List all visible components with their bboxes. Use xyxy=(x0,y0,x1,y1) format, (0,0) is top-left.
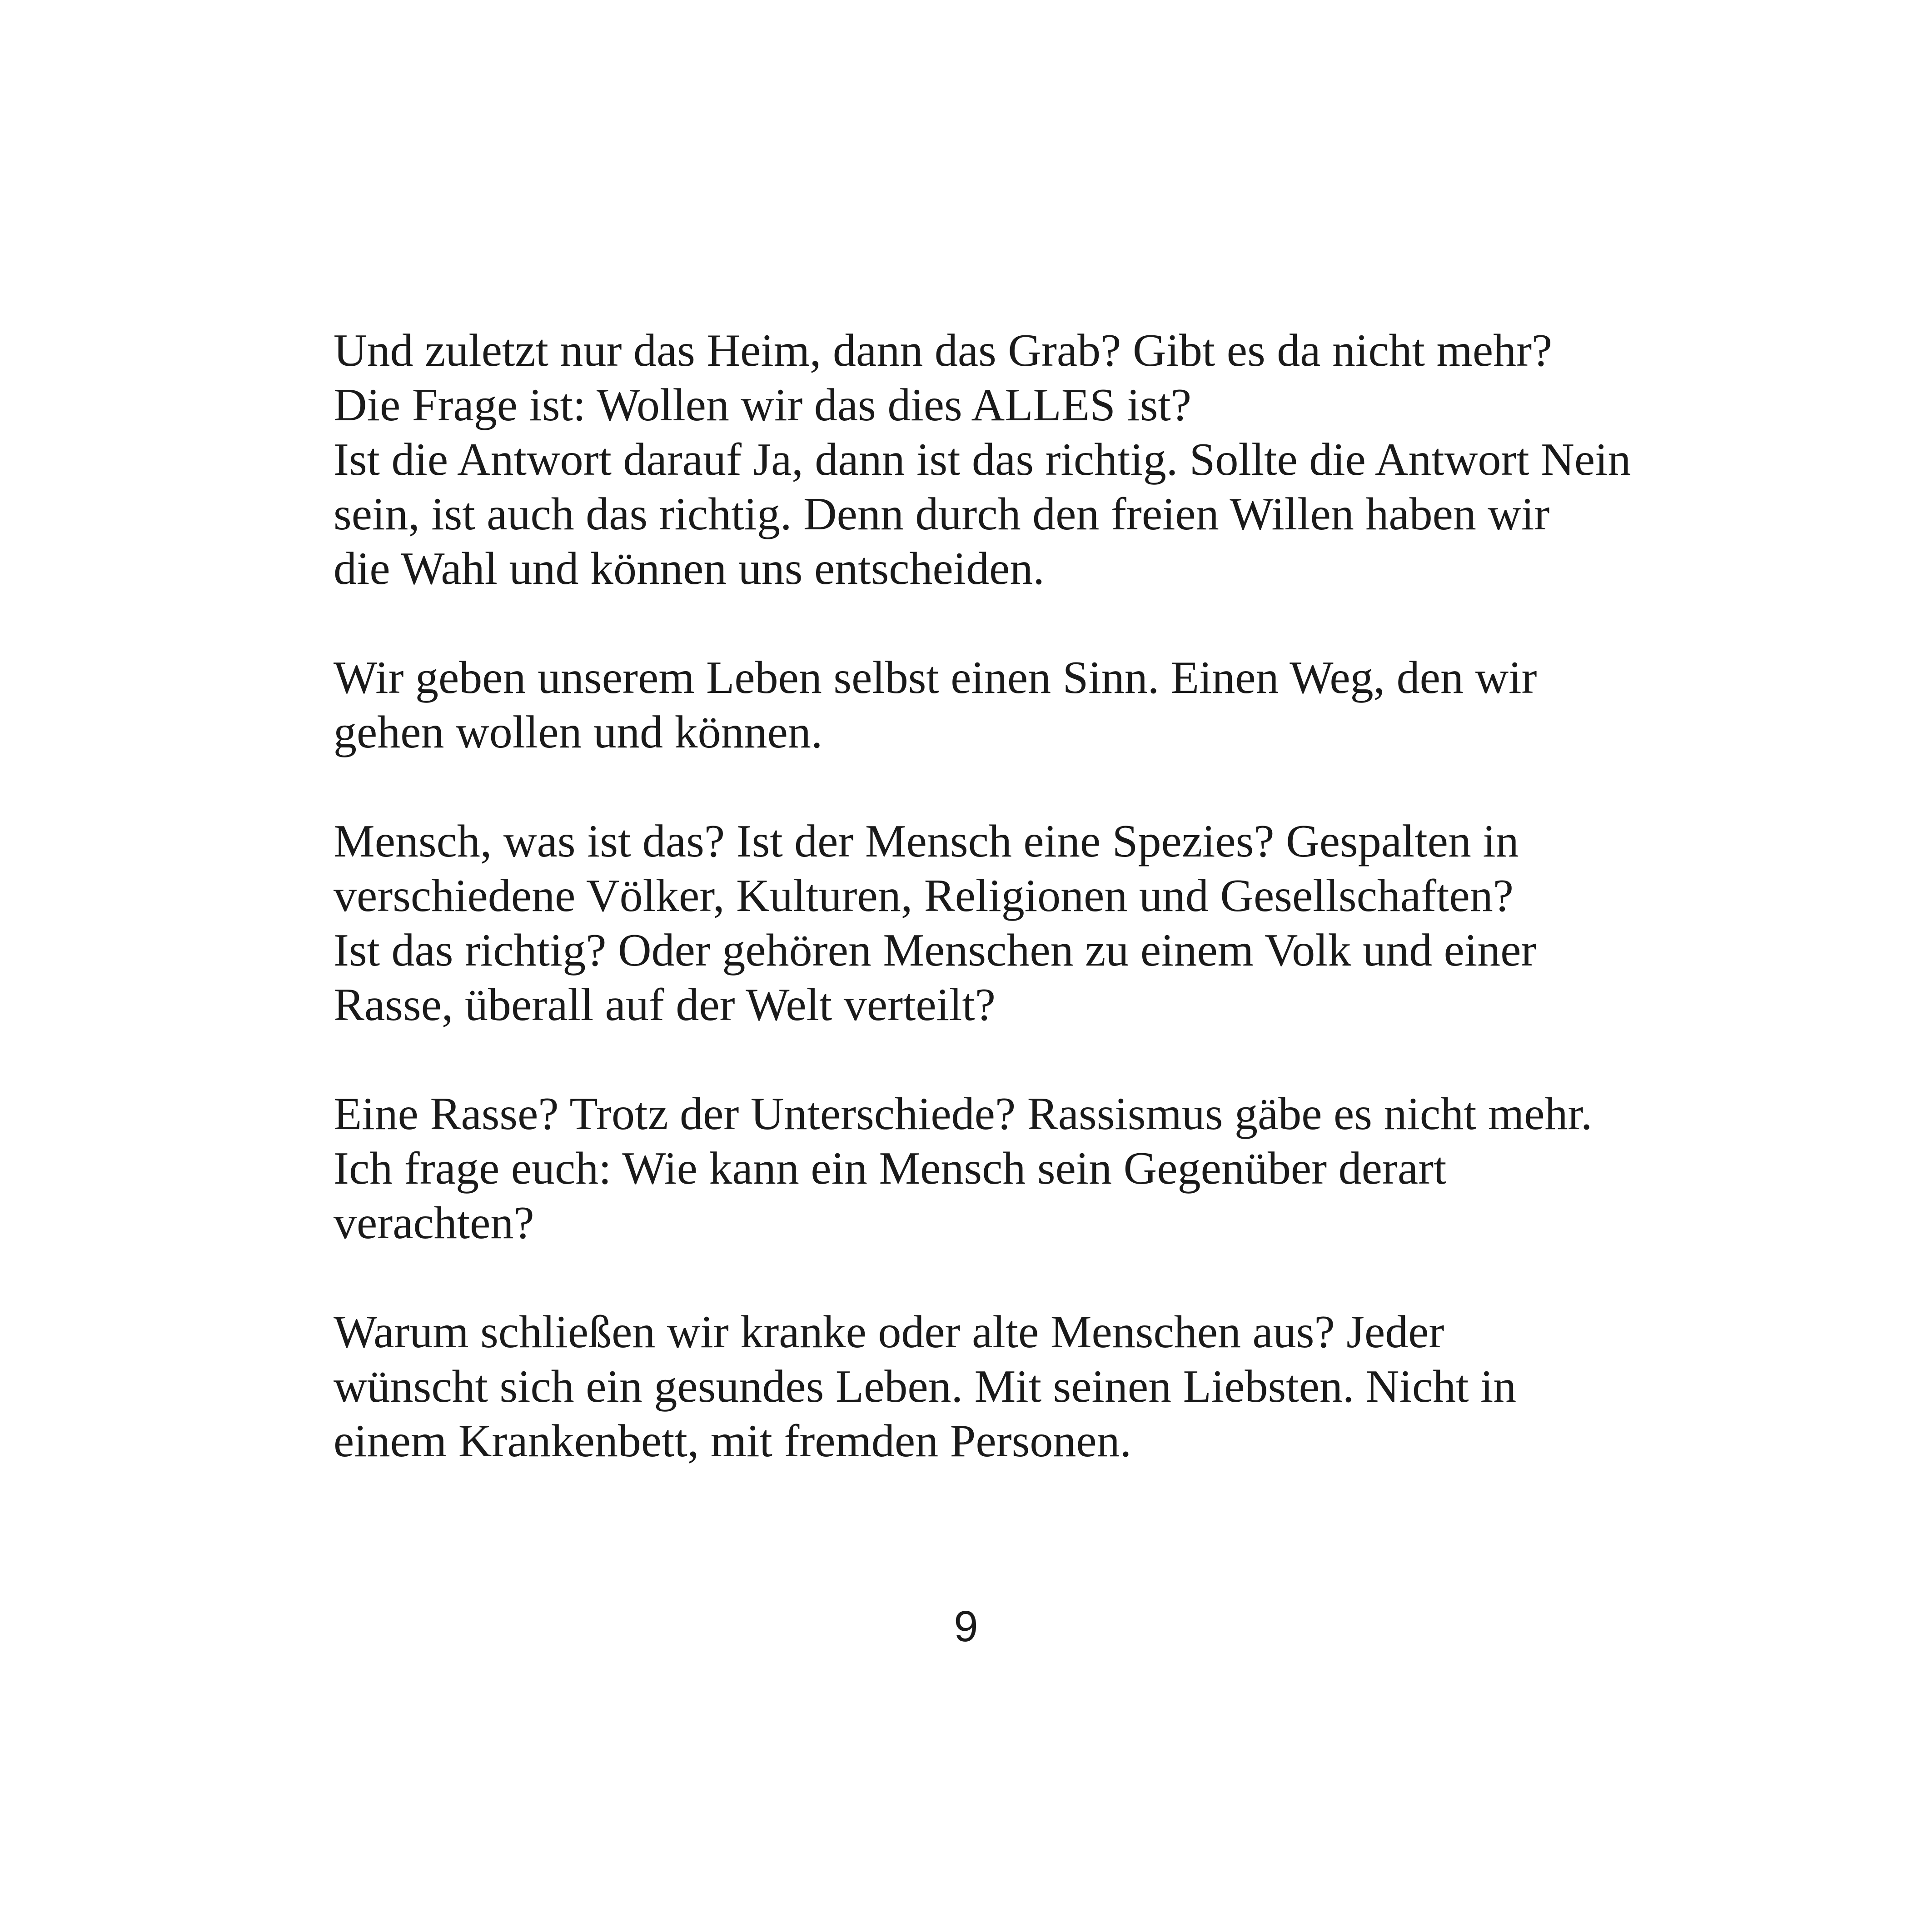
text-line: sein, ist auch das richtig. Denn durch den freien Willen haben wir xyxy=(334,488,1550,540)
text-line: Ist die Antwort darauf Ja, dann ist das richtig. Sollte die Antwort Nein xyxy=(334,434,1631,485)
text-line: Und zuletzt nur das Heim, dann das Grab? Gibt es da nicht mehr? xyxy=(334,325,1553,376)
text-line: Die Frage ist: Wollen wir das dies ALLES ist? xyxy=(334,379,1191,431)
text-line: Rasse, überall auf der Welt verteilt? xyxy=(334,979,996,1031)
text-line: Eine Rasse? Trotz der Unterschiede? Rassismus gäbe es nicht mehr. xyxy=(334,1088,1593,1140)
text-line: Warum schließen wir kranke oder alte Menschen aus? Jeder xyxy=(334,1306,1444,1358)
paragraph-4 xyxy=(334,1087,1697,1250)
page-number: 9 xyxy=(954,1602,978,1651)
text-line: verschiedene Völker, Kulturen, Religionen und Gesellschaften? xyxy=(334,870,1514,921)
paragraph-5 xyxy=(334,1305,1697,1469)
paragraph-3 xyxy=(334,814,1697,1032)
text-line: einem Krankenbett, mit fremden Personen. xyxy=(334,1415,1132,1467)
text-line: Ist das richtig? Oder gehören Menschen zu einem Volk und einer xyxy=(334,925,1537,976)
text-line: die Wahl und können uns entscheiden. xyxy=(334,543,1045,594)
text-line: Wir geben unserem Leben selbst einen Sinn. Einen Weg, den wir xyxy=(334,652,1537,703)
text-line: gehen wollen und können. xyxy=(334,707,823,758)
text-line: Mensch, was ist das? Ist der Mensch eine Spezies? Gespalten in xyxy=(334,816,1519,867)
text-line: wünscht sich ein gesundes Leben. Mit seinen Liebsten. Nicht in xyxy=(334,1361,1517,1412)
body-text xyxy=(334,324,1697,1523)
paragraph-1 xyxy=(334,324,1697,596)
paragraph-2 xyxy=(334,651,1697,760)
text-line: Ich frage euch: Wie kann ein Mensch sein Gegenüber derart xyxy=(334,1143,1447,1194)
text-line: verachten? xyxy=(334,1197,534,1249)
